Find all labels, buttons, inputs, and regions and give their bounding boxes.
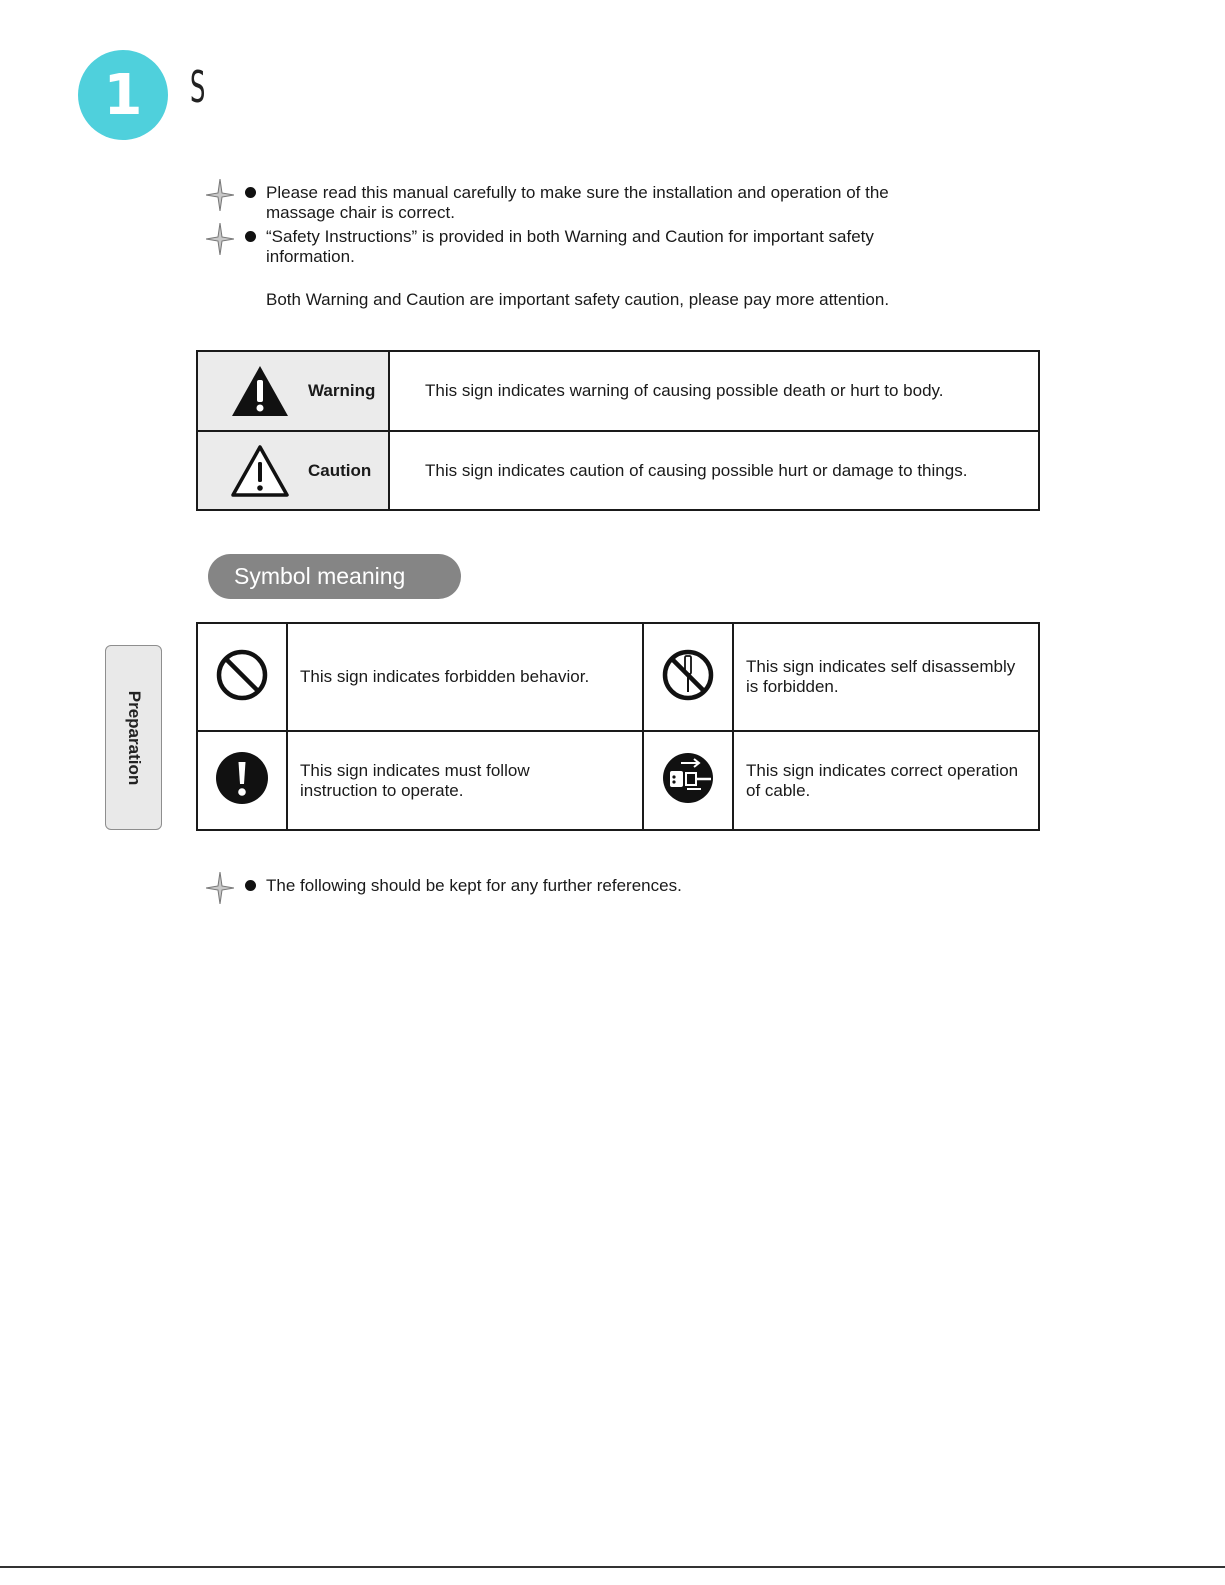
symbol-text-line: of cable. xyxy=(746,780,811,800)
bullet-dot xyxy=(245,231,256,242)
note-item xyxy=(206,876,986,896)
no-disassembly-icon xyxy=(661,648,715,702)
warning-caution-table xyxy=(196,350,1040,511)
sign-label: Caution xyxy=(308,460,372,480)
symbol-description xyxy=(287,623,643,731)
side-tab-label: Preparation xyxy=(124,690,144,785)
sign-label-cell xyxy=(197,431,389,510)
safety-paragraph: Both Warning and Caution are important safety caution, please pay more attention. xyxy=(266,290,890,309)
table-row xyxy=(197,731,1039,830)
note-item xyxy=(206,227,986,267)
bullet-dot xyxy=(245,187,256,198)
sign-description: This sign indicates warning of causing possible death or hurt to body. xyxy=(389,351,1039,431)
sign-label: Warning xyxy=(308,381,376,400)
table-row xyxy=(197,623,1039,731)
prohibited-icon xyxy=(215,648,269,702)
chapter-title: S xyxy=(190,62,206,113)
symbol-text-line: This sign indicates forbidden behavior. xyxy=(300,667,590,686)
symbol-description xyxy=(287,731,643,830)
bullet-dot xyxy=(245,880,256,891)
note-line: information. xyxy=(266,247,355,266)
footer-divider xyxy=(0,1566,1225,1568)
note-item xyxy=(206,183,986,223)
unplug-cable-icon xyxy=(661,751,715,805)
symbol-meaning-table xyxy=(196,622,1040,831)
table-row xyxy=(197,431,1039,510)
note-line: Please read this manual carefully to make sure the installation and operation of the xyxy=(266,183,889,202)
symbol-icon-cell xyxy=(643,623,733,731)
symbol-description xyxy=(733,623,1039,731)
sign-description: This sign indicates caution of causing possible hurt or damage to things. xyxy=(389,431,1039,510)
section-heading-pill: Symbol meaning xyxy=(208,554,461,599)
note-line: The following should be kept for any further references. xyxy=(266,876,682,895)
note-line: “Safety Instructions” is provided in both Warning and Caution for important safety xyxy=(266,227,874,246)
table-row xyxy=(197,351,1039,431)
symbol-text-line: instruction to operate. xyxy=(300,780,464,800)
symbol-text-line: This sign indicates must follow xyxy=(300,760,530,780)
caution-triangle-outline-icon xyxy=(230,444,290,498)
sparkle-star-icon xyxy=(206,179,234,211)
note-line: massage chair is correct. xyxy=(266,203,455,222)
symbol-text-line: is forbidden. xyxy=(746,677,839,696)
symbol-description xyxy=(733,731,1039,830)
mandatory-exclamation-icon xyxy=(215,751,269,805)
symbol-icon-cell xyxy=(197,731,287,830)
chapter-number-badge: 1 xyxy=(78,50,168,140)
warning-triangle-filled-icon xyxy=(230,364,290,418)
symbol-icon-cell xyxy=(643,731,733,830)
symbol-icon-cell xyxy=(197,623,287,731)
symbol-text-line: This sign indicates self disassembly xyxy=(746,657,1016,676)
sign-label-cell xyxy=(197,351,389,431)
side-tab-preparation xyxy=(105,645,162,830)
sparkle-star-icon xyxy=(206,872,234,904)
symbol-text-line: This sign indicates correct operation xyxy=(746,760,1019,780)
sparkle-star-icon xyxy=(206,223,234,255)
